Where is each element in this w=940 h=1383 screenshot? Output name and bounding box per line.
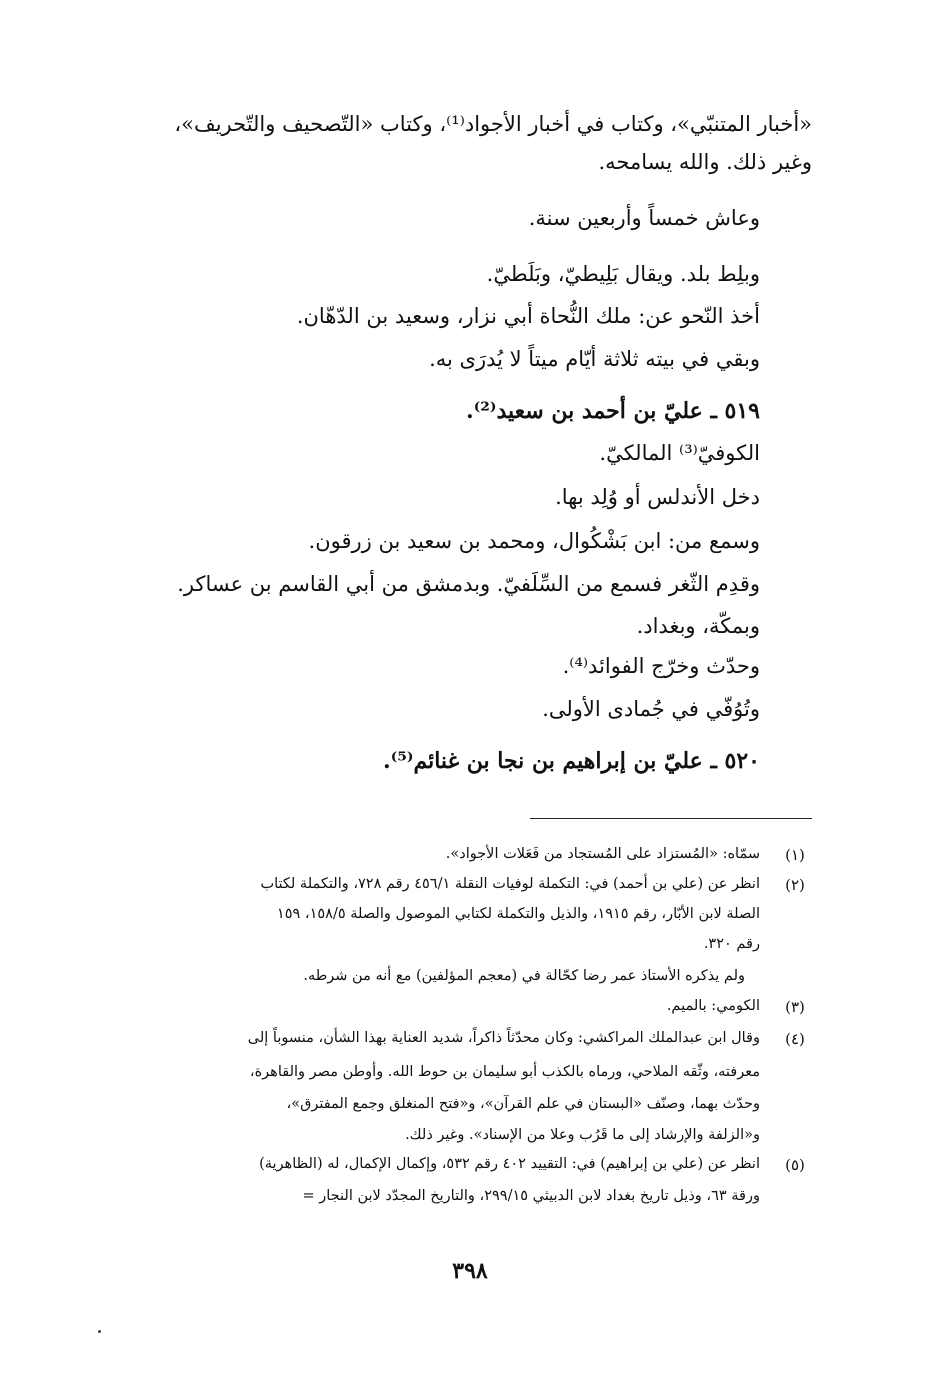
footnote-4-line-2: معرفته، وثّقه الملاحي، ورماه بالكذب أبو سليمان بن حوط الله. وأوطن مصر والقاهرة، [249, 1064, 760, 1080]
entry-520-heading: ٥٢٠ ـ عليّ بن إبراهيم بن نجا بن غنائم⁽⁵⁾. [383, 748, 760, 774]
footnote-4-line-3: وحدّث بهما، وصنّف «البستان في علم القرآن»، و«فتح المنغلق وجمع المفترق»، [286, 1096, 760, 1112]
body-line-3: وعاش خمساً وأربعين سنة. [528, 206, 760, 230]
footnote-1-number: (١) [785, 846, 805, 864]
entry-519-heading: ٥١٩ ـ عليّ بن أحمد بن سعيد⁽²⁾. [466, 398, 760, 424]
footnote-2-line-1: انظر عن (علي بن أحمد) في: التكملة لوفيات النقلة ٤٥٦/١ رقم ٧٢٨، والتكملة لكتاب [260, 876, 760, 892]
entry-519-line-6: وحدّث وخرّج الفوائد⁽⁴⁾. [562, 654, 760, 678]
page-number: ٣٩٨ [452, 1258, 488, 1284]
footnote-2-line-2: الصلة لابن الأبّار، رقم ١٩١٥، والذيل والتكملة لكتابي الموصول والصلة ١٥٨/٥، ١٥٩ [276, 906, 760, 922]
footnote-divider [530, 818, 812, 819]
footnote-4-line-4: و«الزلفة والإرشاد إلى ما قَرُب وعلا من الإسناد». وغير ذلك. [405, 1127, 760, 1143]
footnote-2-number: (٢) [785, 876, 805, 894]
body-line-6: وبقي في بيته ثلاثة أيّام ميتاً لا يُدرَى به. [429, 347, 760, 371]
scan-speck [98, 1330, 101, 1333]
body-line-1: «أخبار المتنبّي»، وكتاب في أخبار الأجواد⁽¹⁾، وكتاب «التّصحيف والتّحريف»، [174, 112, 812, 136]
footnote-3-line-1: الكومي: بالميم. [666, 998, 760, 1014]
entry-519-line-1: الكوفيّ⁽³⁾ المالكيّ. [599, 441, 760, 465]
body-line-4: وبلِط بلد. ويقال بَلِيطيّ، وبَلَطيّ. [486, 262, 760, 286]
entry-519-line-4: وقدِم الثّغر فسمع من السِّلَفيّ. وبدمشق من أبي القاسم بن عساكر. [177, 572, 760, 596]
entry-519-line-5: وبمكّة، وبغداد. [636, 614, 760, 638]
entry-519-line-7: وتُوُفّي في جُمادى الأولى. [542, 697, 760, 721]
footnote-4-line-1: وقال ابن عبدالملك المراكشي: وكان محدّثاً ذاكراً، شديد العناية بهذا الشأن، منسوباً إلى [247, 1030, 760, 1046]
footnote-2-line-3: رقم ٣٢٠. [703, 936, 760, 952]
footnote-5-line-2: ورقة ٦٣، وذيل تاريخ بغداد لابن الدبيثي ٢٩٩/١٥، والتاريخ المجدّد لابن النجار = [302, 1188, 760, 1204]
footnote-2-line-4: ولم يذكره الأستاذ عمر رضا كحّالة في (معجم المؤلفين) مع أنه من شرطه. [303, 968, 745, 984]
footnote-5-number: (٥) [785, 1156, 805, 1174]
entry-519-line-3: وسمع من: ابن بَشْكُوال، ومحمد بن سعيد بن زرقون. [308, 529, 760, 553]
entry-519-line-2: دخل الأندلس أو وُلِد بها. [555, 485, 760, 509]
footnote-5-line-1: انظر عن (علي بن إبراهيم) في: التقييد ٤٠٢ رقم ٥٣٢، وإكمال الإكمال، له (الظاهرية) [259, 1156, 760, 1172]
footnote-1-line-1: سمّاه: «المُستزاد على المُستجاد من فَعَلات الأجواد». [445, 846, 760, 862]
footnote-3-number: (٣) [785, 998, 805, 1016]
body-line-5: أخذ النّحو عن: ملك النُّحاة أبي نزار، وسعيد بن الدّهّان. [296, 304, 760, 328]
body-line-2: وغير ذلك. والله يسامحه. [598, 150, 812, 174]
footnote-4-number: (٤) [785, 1030, 805, 1048]
